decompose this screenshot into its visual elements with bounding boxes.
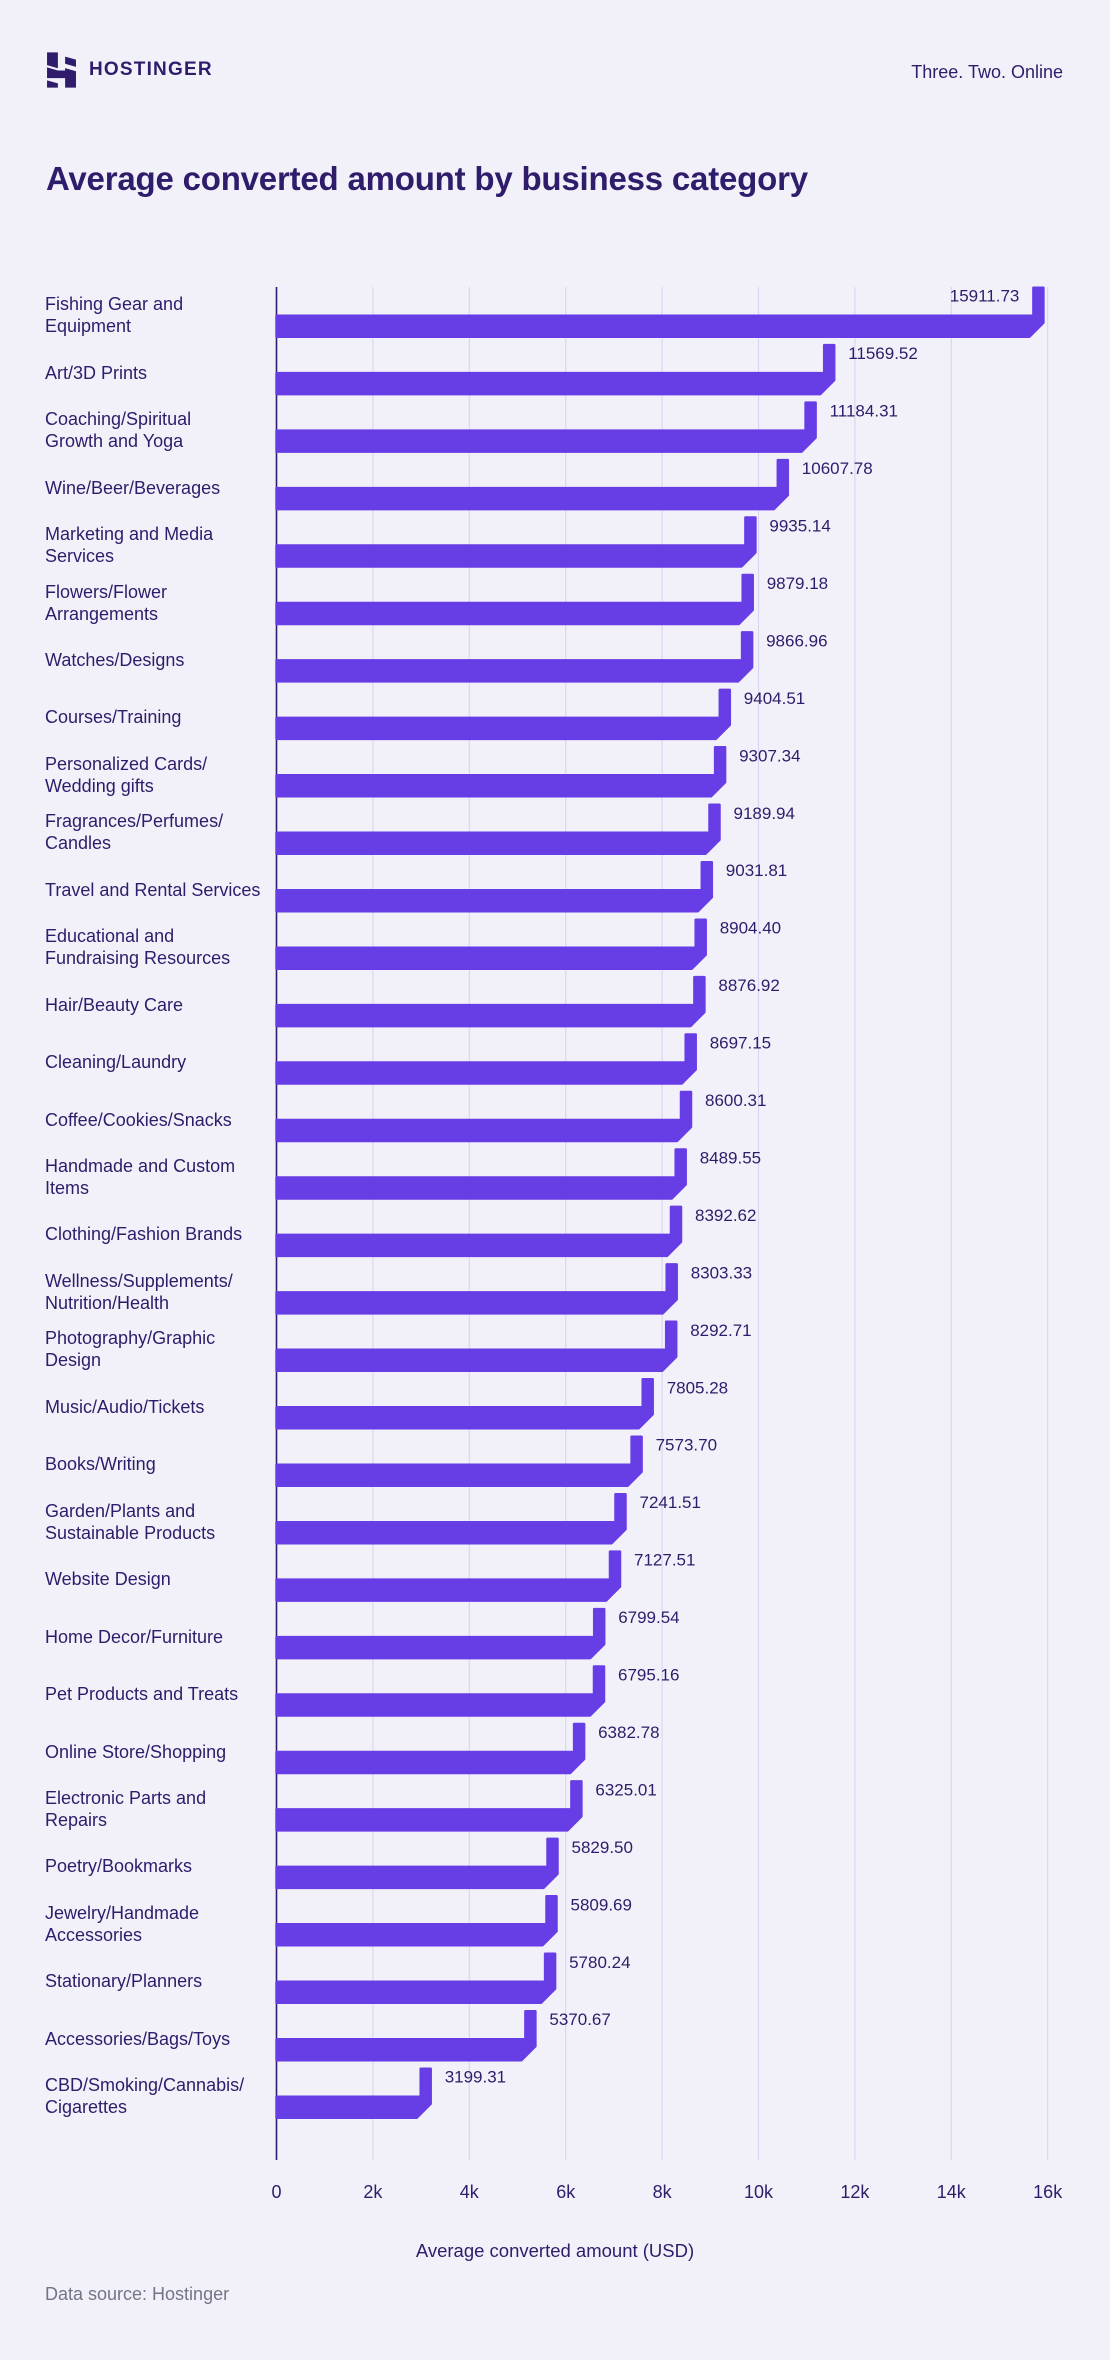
category-label-line: Items bbox=[45, 1178, 90, 1198]
category-label-line: Home Decor/Furniture bbox=[45, 1626, 224, 1647]
bar bbox=[277, 1092, 692, 1141]
category-label-line: Growth and Yoga bbox=[45, 431, 184, 452]
category-label-line: Wine/Beer/Beverages bbox=[45, 477, 221, 498]
brand-wordmark: HOSTINGER bbox=[89, 59, 213, 80]
bar-value-label: 6382.78 bbox=[598, 1723, 660, 1742]
category-label-line: Equipment bbox=[45, 316, 132, 337]
bar bbox=[277, 1954, 556, 2003]
category-label-line: Nutrition/Health bbox=[45, 1292, 170, 1313]
bar-value-label: 7573.70 bbox=[655, 1435, 718, 1455]
bar bbox=[277, 403, 816, 452]
bar-value-label: 9404.51 bbox=[743, 688, 806, 708]
bar-value-label: 8697.15 bbox=[709, 1033, 772, 1053]
x-tick-label: 6k bbox=[556, 2182, 576, 2202]
x-tick-label: 14k bbox=[936, 2182, 966, 2202]
bar-value-label: 5829.50 bbox=[571, 1837, 633, 1857]
bar bbox=[277, 805, 720, 854]
bar bbox=[277, 1896, 557, 1945]
bar-value-label: 5370.67 bbox=[549, 2010, 611, 2030]
bar-value-label: 9935.14 bbox=[769, 516, 831, 536]
bar-value-label: 5809.69 bbox=[570, 1895, 632, 1915]
category-label-line: Marketing and Media bbox=[45, 524, 214, 544]
category-label-line: Personalized Cards/ bbox=[45, 753, 208, 774]
bar bbox=[277, 1494, 626, 1543]
bar bbox=[277, 747, 726, 796]
category-label-line: Art/3D Prints bbox=[45, 362, 148, 383]
bar bbox=[277, 862, 712, 911]
bar-value-label: 6795.16 bbox=[618, 1665, 680, 1685]
category-label-line: Cleaning/Laundry bbox=[45, 1052, 187, 1072]
bar-value-label: 6799.54 bbox=[618, 1608, 680, 1628]
bar bbox=[277, 518, 756, 567]
category-label-line: CBD/Smoking/Cannabis/ bbox=[45, 2075, 245, 2096]
category-label-line: Services bbox=[45, 546, 115, 566]
x-tick-label: 16k bbox=[1033, 2182, 1063, 2202]
bar bbox=[277, 345, 835, 394]
category-label-line: Wellness/Supplements/ bbox=[45, 1270, 233, 1291]
category-label-line: Courses/Training bbox=[45, 707, 182, 728]
category-label-line: Cigarettes bbox=[45, 2097, 128, 2118]
bar bbox=[277, 1035, 696, 1084]
bar-value-label: 8876.92 bbox=[718, 976, 780, 996]
category-label-line: Handmade and Custom bbox=[45, 1156, 236, 1176]
bar-value-label: 6325.01 bbox=[595, 1780, 657, 1800]
category-label-line: Fishing Gear and bbox=[45, 294, 184, 315]
category-label-line: Pet Products and Treats bbox=[45, 1684, 239, 1704]
x-tick-label: 2k bbox=[363, 2182, 383, 2202]
page-title: Average converted amount by business category bbox=[46, 160, 808, 198]
category-label-line: Flowers/Flower bbox=[45, 581, 168, 602]
bar-value-label: 7805.28 bbox=[666, 1378, 729, 1398]
bar-value-label: 3199.31 bbox=[444, 2067, 507, 2087]
bar bbox=[277, 575, 753, 624]
category-label-line: Coffee/Cookies/Snacks bbox=[45, 1109, 232, 1130]
bar-value-label: 8489.55 bbox=[699, 1148, 762, 1168]
x-axis-title: Average converted amount (USD) bbox=[415, 2240, 695, 2261]
bar bbox=[277, 1552, 621, 1601]
category-label-line: Poetry/Bookmarks bbox=[45, 1856, 193, 1877]
category-label-line: Travel and Rental Services bbox=[45, 879, 261, 900]
bar bbox=[277, 1839, 558, 1888]
category-label-line: Accessories bbox=[45, 1924, 143, 1945]
x-tick-label: 0 bbox=[271, 2182, 282, 2202]
bar bbox=[277, 460, 788, 509]
bar-value-label: 7127.51 bbox=[634, 1550, 696, 1570]
category-label-line: Repairs bbox=[45, 1809, 108, 1830]
bar-value-label: 11569.52 bbox=[848, 344, 918, 364]
bar-value-label: 8392.62 bbox=[695, 1205, 757, 1225]
category-label-line: Design bbox=[45, 1350, 102, 1371]
bar bbox=[277, 1207, 682, 1256]
bar bbox=[277, 1781, 582, 1830]
bar bbox=[277, 1150, 686, 1199]
bar-value-label: 9189.94 bbox=[733, 803, 795, 823]
bar-value-label: 7241.51 bbox=[639, 1493, 701, 1513]
bar-value-label: 9031.81 bbox=[725, 861, 788, 881]
bar bbox=[277, 1264, 677, 1313]
bar-value-label: 8904.40 bbox=[719, 918, 782, 938]
x-tick-label: 8k bbox=[652, 2182, 672, 2202]
category-label-line: Online Store/Shopping bbox=[45, 1741, 227, 1762]
bar-value-label: 5780.24 bbox=[569, 1952, 631, 1972]
bar-value-label: 9879.18 bbox=[766, 574, 829, 593]
bar-value-label: 9307.34 bbox=[739, 746, 801, 766]
category-label-line: Books/Writing bbox=[45, 1454, 156, 1475]
bar bbox=[277, 1724, 585, 1773]
category-label-line: Hair/Beauty Care bbox=[45, 994, 184, 1015]
category-label-line: Website Design bbox=[45, 1569, 171, 1590]
category-label-line: Jewelry/Handmade bbox=[45, 1902, 200, 1923]
category-label-line: Wedding gifts bbox=[45, 775, 154, 796]
x-tick-label: 12k bbox=[840, 2182, 870, 2202]
bar-value-label: 8600.31 bbox=[705, 1091, 767, 1110]
bar bbox=[277, 920, 706, 969]
category-label-line: Photography/Graphic bbox=[45, 1328, 216, 1349]
category-label-line: Arrangements bbox=[45, 603, 159, 624]
x-tick-label: 10k bbox=[743, 2182, 774, 2202]
category-label-line: Stationary/Planners bbox=[45, 1971, 203, 1992]
category-label-line: Accessories/Bags/Toys bbox=[45, 2028, 231, 2049]
bar-value-label: 9866.96 bbox=[766, 631, 828, 651]
bar bbox=[277, 1667, 605, 1716]
header-tagline: Three. Two. Online bbox=[911, 62, 1063, 82]
category-label-line: Watches/Designs bbox=[45, 649, 185, 670]
category-label-line: Music/Audio/Tickets bbox=[45, 1396, 205, 1417]
category-label-line: Sustainable Products bbox=[45, 1522, 216, 1543]
bar bbox=[277, 2011, 536, 2060]
bar bbox=[277, 1379, 653, 1428]
x-tick-label: 4k bbox=[459, 2182, 479, 2202]
bar bbox=[277, 632, 753, 681]
category-label-line: Garden/Plants and bbox=[45, 1500, 196, 1521]
category-label-line: Clothing/Fashion Brands bbox=[45, 1224, 243, 1245]
bar-value-label: 8292.71 bbox=[690, 1320, 752, 1340]
category-label-line: Candles bbox=[45, 833, 112, 854]
bar bbox=[277, 977, 705, 1026]
bar bbox=[277, 288, 1044, 337]
bar bbox=[277, 1322, 677, 1371]
bar bbox=[277, 1609, 605, 1658]
data-source-note: Data source: Hostinger bbox=[45, 2284, 230, 2304]
bar-value-label: 15911.73 bbox=[949, 286, 1020, 306]
bar-value-label: 8303.33 bbox=[690, 1263, 753, 1283]
category-label-line: Educational and bbox=[45, 926, 175, 947]
bar-value-label: 10607.78 bbox=[801, 459, 873, 479]
category-label-line: Fundraising Resources bbox=[45, 948, 231, 969]
category-label-line: Electronic Parts and bbox=[45, 1787, 207, 1808]
category-label-line: Coaching/Spiritual bbox=[45, 409, 192, 430]
bar-value-label: 11184.31 bbox=[829, 401, 898, 421]
bar bbox=[277, 1437, 642, 1486]
bar bbox=[277, 2069, 431, 2118]
category-label-line: Fragrances/Perfumes/ bbox=[45, 811, 224, 832]
